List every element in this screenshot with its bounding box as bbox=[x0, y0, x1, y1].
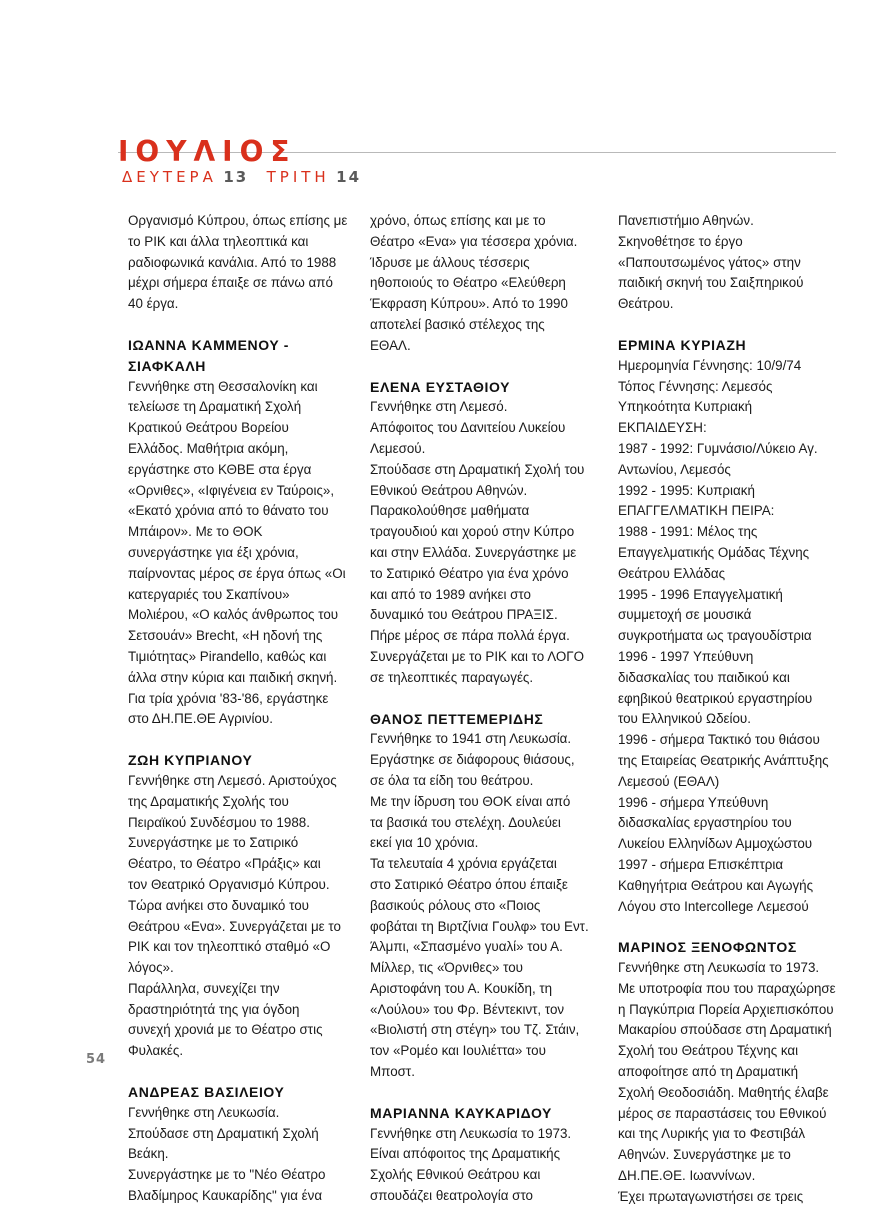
actor-name-heading: ΘΑΝΟΣ ΠΕΤΤΕΜΕΡΙΔΗΣ bbox=[370, 710, 544, 727]
bio-entry bbox=[618, 937, 846, 1207]
text-line: σε τηλεοπτικές παραγωγές. bbox=[370, 669, 534, 685]
text-line: Γεννήθηκε στη Λευκωσία το 1973. bbox=[618, 960, 820, 976]
text-line: άλλα στην κύρια και παιδική σκηνή. bbox=[128, 669, 338, 685]
text-line: Βεάκη. bbox=[128, 1146, 169, 1162]
day-number: 14 bbox=[336, 168, 362, 186]
actor-name-heading: ΜΑΡΙΑΝΝΑ ΚΑΥΚΑΡΙΔΟΥ bbox=[370, 1104, 552, 1121]
block-spacer bbox=[370, 357, 598, 377]
text-line: Γεννήθηκε το 1941 στη Λευκωσία. bbox=[370, 731, 572, 747]
actor-name-heading: ΕΡΜΙΝΑ ΚΥΡΙΑΖΗ bbox=[618, 336, 747, 353]
text-line: Υπηκοότητα Κυπριακή bbox=[618, 399, 753, 415]
text-line: βασικούς ρόλους στο «Ποιος bbox=[370, 897, 541, 913]
bio-entry bbox=[370, 709, 598, 1083]
text-line: συνεχή χρονιά με το Θέατρο στις bbox=[128, 1022, 323, 1038]
text-line: «Παπουτσωμένος γάτος» στην bbox=[618, 254, 801, 270]
actor-name-heading: ΕΛΕΝΑ ΕΥΣΤΑΘΙΟΥ bbox=[370, 378, 511, 395]
text-line: 1987 - 1992: Γυμνάσιο/Λύκειο Αγ. bbox=[618, 440, 818, 456]
text-line: και στην Ελλάδα. Συνεργάστηκε με bbox=[370, 544, 577, 560]
block-spacer bbox=[370, 689, 598, 709]
text-line: ΕΠΑΓΓΕΛΜΑΤΙΚΗ ΠΕΙΡΑ: bbox=[618, 503, 775, 519]
text-line: διδασκαλίας εργαστηρίου του bbox=[618, 815, 792, 831]
text-line: εφηβικού θεατρικού εργαστηρίου bbox=[618, 690, 813, 706]
day-name: ΔΕΥΤΕΡΑ bbox=[122, 168, 217, 186]
text-line: Μακαρίου σπούδασε στη Δραματική bbox=[618, 1022, 832, 1038]
page-number: 54 bbox=[86, 1052, 107, 1067]
text-line: Είναι απόφοιτος της Δραματικής bbox=[370, 1146, 561, 1162]
text-line: της Εταιρείας Θεατρικής Ανάπτυξης bbox=[618, 752, 829, 768]
text-line: συγκροτήματα ως τραγουδίστρια bbox=[618, 628, 812, 644]
text-line: Φυλακές. bbox=[128, 1043, 184, 1059]
text-line: παιδική σκηνή του Σαιξπηρικού bbox=[618, 275, 804, 291]
text-line: 1996 - σήμερα Υπεύθυνη bbox=[618, 794, 769, 810]
block-spacer bbox=[128, 1062, 353, 1082]
text-line: ηθοποιούς το Θέατρο «Ελεύθερη bbox=[370, 275, 566, 291]
text-line: Σχολή του Θεάτρου Τέχνης και bbox=[618, 1043, 799, 1059]
text-line: Απόφοιτος του Δανιτείου Λυκείου bbox=[370, 420, 566, 436]
text-line: ΔΗ.ΠΕ.ΘΕ. Ιωαννίνων. bbox=[618, 1168, 756, 1184]
text-line: της Δραματικής Σχολής του bbox=[128, 793, 289, 809]
text-line: Λυκείου Ελληνίδων Αμμοχώστου bbox=[618, 836, 813, 852]
block-spacer bbox=[128, 730, 353, 750]
text-column-1 bbox=[128, 211, 353, 1207]
text-line: Πήρε μέρος σε πάρα πολλά έργα. bbox=[370, 628, 570, 644]
text-line: Παράλληλα, συνεχίζει την bbox=[128, 980, 280, 996]
text-line: και από το 1989 ανήκει στο bbox=[370, 586, 531, 602]
text-line: 1992 - 1995: Κυπριακή bbox=[618, 482, 755, 498]
text-line: Αθηνών. Συνεργάστηκε με το bbox=[618, 1147, 791, 1163]
text-line: Αριστοφάνη του Α. Κουκίδη, τη bbox=[370, 980, 553, 996]
text-line: Με την ίδρυση του ΘΟΚ είναι από bbox=[370, 793, 571, 809]
text-line: τα βασικά του στελέχη. Δουλεύει bbox=[370, 814, 561, 830]
text-line: Αντωνίου, Λεμεσός bbox=[618, 461, 731, 477]
text-line: Έκφραση Κύπρου». Από το 1990 bbox=[370, 296, 568, 312]
text-line: δραστηριότητά της για όγδοη bbox=[128, 1001, 300, 1017]
text-line: Ημερομηνία Γέννησης: 10/9/74 bbox=[618, 357, 802, 373]
text-line: Βλαδίμηρος Καυκαρίδης" για ένα bbox=[128, 1188, 323, 1204]
text-line: Θεάτρου Ελλάδας bbox=[618, 565, 726, 581]
text-line: Τώρα ανήκει στο δυναμικό του bbox=[128, 897, 309, 913]
text-line: ΕΚΠΑΙΔΕΥΣΗ: bbox=[618, 420, 707, 436]
block-spacer bbox=[370, 1083, 598, 1103]
text-line: εργάστηκε στο ΚΘΒΕ στα έργα bbox=[128, 461, 312, 477]
text-line: ραδιοφωνικά κανάλια. Από το 1988 bbox=[128, 254, 337, 270]
text-line: «Βιολιστή στη στέγη» του Τζ. Στάιν, bbox=[370, 1022, 580, 1038]
text-line: κατεργαριές του Σκαπίνου» bbox=[128, 586, 290, 602]
text-line: Γεννήθηκε στη Θεσσαλονίκη και bbox=[128, 378, 318, 394]
day-number: 13 bbox=[223, 168, 249, 186]
text-line: Μολιέρου, «Ο καλός άνθρωπος του bbox=[128, 607, 339, 623]
text-line: Πειραϊκού Συνδέσμου το 1988. bbox=[128, 814, 310, 830]
block-spacer bbox=[618, 315, 846, 335]
text-line: Σκηνοθέτησε το έργο bbox=[618, 233, 743, 249]
text-line: Θέατρο, το Θέατρο «Πράξις» και bbox=[128, 856, 321, 872]
text-line: στο Σατιρικό Θέατρο όπου έπαιξε bbox=[370, 876, 568, 892]
text-line: 1997 - σήμερα Επισκέπτρια bbox=[618, 856, 784, 872]
text-line: η Παγκύπρια Πορεία Αρχιεπισκόπου bbox=[618, 1001, 834, 1017]
actor-name-heading: ΑΝΔΡΕΑΣ ΒΑΣΙΛΕΙΟΥ bbox=[128, 1084, 285, 1101]
text-line: Γεννήθηκε στη Λεμεσό. Αριστούχος bbox=[128, 772, 337, 788]
actor-name-heading: ΣΙΑΦΚΑΛΗ bbox=[128, 357, 206, 374]
text-line: Παρακολούθησε μαθήματα bbox=[370, 503, 530, 519]
block-spacer bbox=[618, 917, 846, 937]
text-line: λόγος». bbox=[128, 960, 174, 976]
text-line: στο ΔΗ.ΠΕ.ΘΕ Αγρινίου. bbox=[128, 711, 273, 727]
bio-entry bbox=[618, 335, 846, 917]
block-spacer bbox=[128, 315, 353, 335]
text-line: δυναμικό του Θεάτρου ΠΡΑΞΙΣ. bbox=[370, 607, 558, 623]
text-line: Σετσουάν» Brecht, «Η ηδονή της bbox=[128, 628, 323, 644]
continued-text bbox=[370, 211, 598, 357]
text-line: τον «Ρομέο και Ιουλιέττα» του bbox=[370, 1043, 546, 1059]
bio-entry bbox=[128, 750, 353, 1062]
text-line: και της Λυρικής για το Φεστιβάλ bbox=[618, 1126, 806, 1142]
text-line: τραγουδιού και χορού στην Κύπρο bbox=[370, 524, 575, 540]
text-line: φοβάται τη Βιρτζίνια Γουλφ» του Εντ. bbox=[370, 918, 589, 934]
text-line: Καθηγήτρια Θεάτρου και Αγωγής bbox=[618, 877, 814, 893]
text-line: Κρατικού Θεάτρου Βορείου bbox=[128, 420, 289, 436]
text-line: μέχρι σήμερα έπαιξε σε πάνω από bbox=[128, 275, 333, 291]
month-title: ΙΟΥΛΙΟΣ bbox=[118, 135, 297, 168]
text-line: Γεννήθηκε στη Λευκωσία το 1973. bbox=[370, 1125, 572, 1141]
text-line: Σχολής Εθνικού Θεάτρου και bbox=[370, 1167, 541, 1183]
text-line: Γεννήθηκε στη Λεμεσό. bbox=[370, 399, 508, 415]
text-line: Οργανισμό Κύπρου, όπως επίσης με bbox=[128, 213, 348, 228]
day-line bbox=[122, 168, 375, 187]
actor-name-heading: ΜΑΡΙΝΟΣ ΞΕΝΟΦΩΝΤΟΣ bbox=[618, 939, 797, 956]
day-name: ΤΡΙΤΗ bbox=[266, 168, 330, 186]
text-line: σε όλα τα είδη του θεάτρου. bbox=[370, 772, 534, 788]
bio-entry bbox=[370, 377, 598, 689]
text-line: 1996 - 1997 Υπεύθυνη bbox=[618, 648, 754, 664]
text-line: παίρνοντας μέρος σε έργα όπως «Οι bbox=[128, 565, 346, 581]
text-line: αποφοίτησε από τη Δραματική bbox=[618, 1064, 799, 1080]
text-line: Μπάιρον». Με το ΘΟΚ bbox=[128, 524, 263, 540]
text-line: Συνεργάστηκε με το Σατιρικό bbox=[128, 835, 299, 851]
text-line: 40 έργα. bbox=[128, 296, 179, 312]
text-line: Θεάτρου «Ενα». Συνεργάζεται με το bbox=[128, 918, 341, 934]
text-line: Επαγγελματικής Ομάδας Τέχνης bbox=[618, 544, 810, 560]
actor-name-heading: ΙΩΑΝΝΑ ΚΑΜΜΕΝΟΥ - bbox=[128, 336, 290, 353]
text-line: Για τρία χρόνια '83-'86, εργάστηκε bbox=[128, 690, 329, 706]
text-line: τον Θεατρικό Οργανισμό Κύπρου. bbox=[128, 876, 330, 892]
text-line: Με υποτροφία που του παραχώρησε bbox=[618, 980, 836, 996]
text-line: Σχολή Θεοδοσιάδη. Μαθητής έλαβε bbox=[618, 1084, 829, 1100]
text-line: Μίλλερ, τις «Όρνιθες» του bbox=[370, 960, 523, 976]
actor-name-heading: ΖΩΗ ΚΥΠΡΙΑΝΟΥ bbox=[128, 752, 253, 769]
text-line: ΕΘΑΛ. bbox=[370, 337, 411, 353]
text-line: Έχει πρωταγωνιστήσει σε τρεις bbox=[618, 1188, 804, 1204]
text-line: 1995 - 1996 Επαγγελματική bbox=[618, 586, 783, 602]
text-line: Εργάστηκε σε διάφορους θιάσους, bbox=[370, 752, 575, 768]
text-line: Μποστ. bbox=[370, 1064, 415, 1080]
text-line: Σπούδασε στη Δραματική Σχολή του bbox=[370, 461, 585, 477]
text-line: Λεμεσού (ΕΘΑΛ) bbox=[618, 773, 720, 789]
text-line: «Εκατό χρόνια από το θάνατο του bbox=[128, 503, 329, 519]
text-line: Ίδρυσε με άλλους τέσσερις bbox=[370, 254, 530, 270]
bio-entry bbox=[128, 335, 353, 730]
text-line: Άλμπι, «Σπασμένο γυαλί» του Α. bbox=[370, 939, 563, 955]
text-line: αποτελεί βασικό στέλεχος της bbox=[370, 316, 545, 332]
text-line: Εθνικού Θεάτρου Αθηνών. bbox=[370, 482, 528, 498]
bio-entry bbox=[370, 1103, 598, 1207]
text-line: 1988 - 1991: Μέλος της bbox=[618, 524, 758, 540]
continued-text bbox=[128, 211, 353, 315]
text-line: συνεργάστηκε για έξι χρόνια, bbox=[128, 544, 299, 560]
text-line: Θέατρο «Ενα» για τέσσερα χρόνια. bbox=[370, 233, 578, 249]
text-line: Πανεπιστήμιο Αθηνών. bbox=[618, 213, 754, 228]
text-line: μέρος σε παραστάσεις του Εθνικού bbox=[618, 1105, 827, 1121]
text-line: Σπούδασε στη Δραματική Σχολή bbox=[128, 1125, 319, 1141]
text-line: Συνεργάζεται με το ΡΙΚ και το ΛΟΓΟ bbox=[370, 648, 585, 664]
text-line: Τα τελευταία 4 χρόνια εργάζεται bbox=[370, 856, 557, 872]
text-line: Συνεργάστηκε με το "Νέο Θέατρο bbox=[128, 1167, 326, 1183]
text-line: το Σατιρικό Θέατρο για ένα χρόνο bbox=[370, 565, 569, 581]
text-column-2 bbox=[370, 211, 598, 1207]
text-line: Λόγου στο Intercollege Λεμεσού bbox=[618, 898, 809, 914]
text-column-3 bbox=[618, 211, 846, 1208]
text-line: «Λούλου» του Φρ. Βέντεκιντ, τον bbox=[370, 1001, 565, 1017]
text-line: ΡΙΚ και τον τηλεοπτικό σταθμό «Ο bbox=[128, 939, 331, 955]
text-line: διδασκαλίας του παιδικού και bbox=[618, 669, 790, 685]
text-line: του Ελληνικού Ωδείου. bbox=[618, 711, 751, 727]
text-line: 1996 - σήμερα Τακτικό του θιάσου bbox=[618, 732, 820, 748]
text-line: Θεάτρου. bbox=[618, 296, 674, 312]
text-line: Γεννήθηκε στη Λευκωσία. bbox=[128, 1104, 280, 1120]
bio-entry bbox=[128, 1082, 353, 1207]
text-line: «Ορνιθες», «Ιφιγένεια εν Ταύροις», bbox=[128, 482, 335, 498]
continued-text bbox=[618, 211, 846, 315]
text-line: χρόνο, όπως επίσης και με το bbox=[370, 213, 546, 228]
text-line: Ελλάδος. Μαθήτρια ακόμη, bbox=[128, 440, 289, 456]
text-line: Λεμεσού. bbox=[370, 440, 426, 456]
text-line: σπουδάζει θεατρολογία στο bbox=[370, 1188, 533, 1204]
text-line: Τιμιότητας» Pirandello, καθώς και bbox=[128, 648, 327, 664]
text-line: συμμετοχή σε μουσικά bbox=[618, 607, 752, 623]
text-line: εκεί για 10 χρόνια. bbox=[370, 835, 479, 851]
text-line: το ΡΙΚ και άλλα τηλεοπτικά και bbox=[128, 233, 309, 249]
text-line: τελείωσε τη Δραματική Σχολή bbox=[128, 399, 302, 415]
text-line: Τόπος Γέννησης: Λεμεσός bbox=[618, 378, 773, 394]
